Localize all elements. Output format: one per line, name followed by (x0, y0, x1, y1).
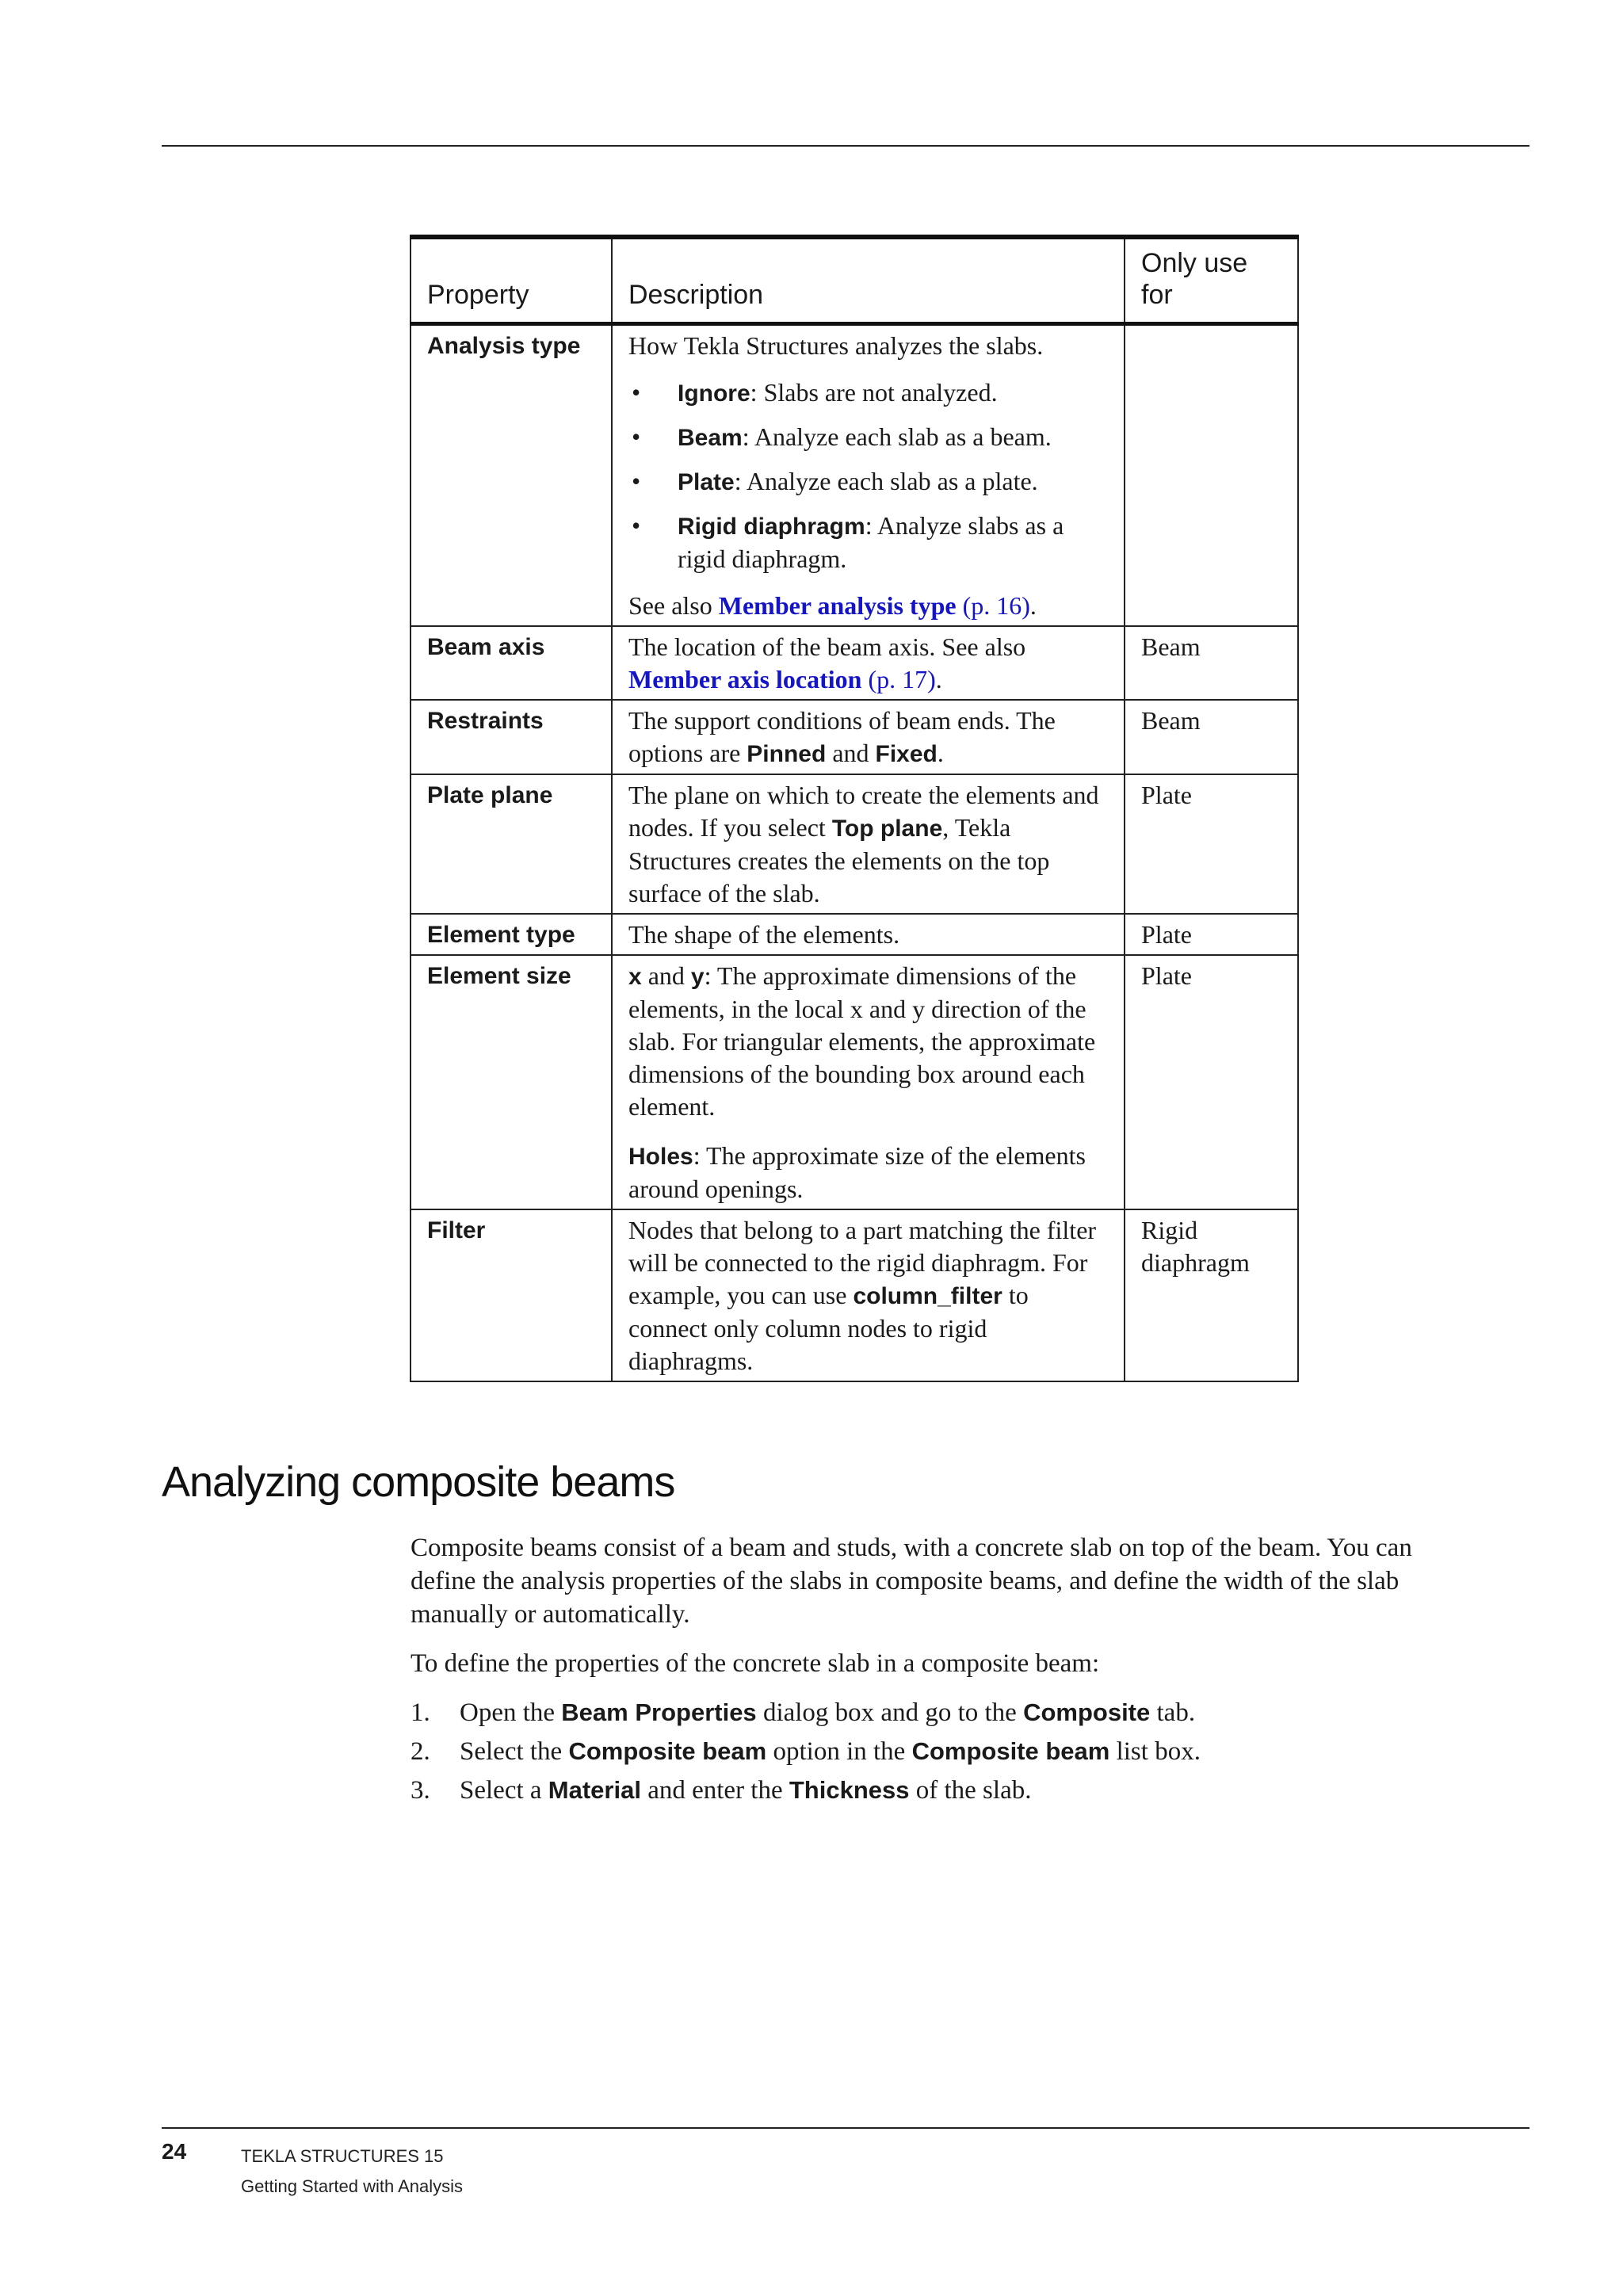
step-text: list box. (1109, 1737, 1201, 1766)
header-only-use-for: Only use for (1125, 237, 1298, 324)
only-use-for-cell (1125, 324, 1298, 627)
filter-text-2: to connect only column nodes to rigid diaphragms. (628, 1281, 1029, 1375)
option-holes: Holes (628, 1144, 693, 1170)
description-cell (612, 1209, 1125, 1381)
option-text: : Analyze slabs as a rigid diaphragm. (678, 511, 1064, 573)
option-column-filter: column_filter (853, 1283, 1002, 1309)
ui-term-material: Material (548, 1776, 641, 1804)
member-axis-location-link[interactable]: Member axis location (628, 665, 862, 693)
option-fixed: Fixed (875, 741, 938, 767)
step-number: 3. (411, 1776, 430, 1805)
property-cell: Element type (411, 914, 612, 955)
intro-paragraph: Composite beams consist of a beam and studs, with a concrete slab on top of the beam. You can define the analysis properties of the slabs in composite beams, and define the width of the slab manually or automatically. (411, 1534, 1412, 1629)
description-cell (612, 324, 1125, 627)
restraints-text-3: . (937, 739, 944, 767)
element-size-xy (628, 960, 1108, 1123)
property-cell: Beam axis (411, 626, 612, 700)
list-item (628, 376, 1108, 410)
only-use-for-cell: Beam (1125, 700, 1298, 774)
option-x: x (628, 964, 642, 990)
only-use-for-cell: Plate (1125, 914, 1298, 955)
procedure-steps (411, 1696, 1457, 1807)
ui-term-composite-beam-option: Composite beam (568, 1737, 767, 1765)
option-top-plane: Top plane (831, 816, 943, 842)
element-size-holes (628, 1140, 1108, 1205)
sentence-period: . (935, 665, 942, 693)
page-ref-link[interactable]: (p. 16) (956, 591, 1030, 620)
description-cell (612, 774, 1125, 914)
table-row-filter (411, 1209, 1298, 1381)
bullet-icon: • (632, 422, 641, 451)
bullet-icon: • (632, 378, 641, 407)
property-cell: Analysis type (411, 324, 612, 627)
step-number: 2. (411, 1737, 430, 1766)
option-term: Rigid diaphragm (678, 514, 865, 540)
table-row-beam-axis (411, 626, 1298, 700)
procedure-intro: To define the properties of the concrete slab in a composite beam: (411, 1649, 1100, 1678)
description-cell: The shape of the elements. (612, 914, 1125, 955)
page-number: 24 (162, 2139, 187, 2164)
bullet-icon: • (632, 467, 641, 495)
element-size-text-1: and (641, 961, 691, 990)
page-ref-link[interactable]: (p. 17) (861, 665, 936, 693)
footer-rule (162, 2127, 1529, 2129)
step-text: dialog box and go to the (756, 1698, 1024, 1727)
member-analysis-type-link[interactable]: Member analysis type (718, 591, 957, 620)
list-item (628, 510, 1108, 575)
footer-title (241, 2141, 463, 2202)
option-y: y (690, 964, 705, 990)
see-also-text: See also (628, 591, 719, 620)
only-use-for-cell: Rigid diaphragm (1125, 1209, 1298, 1381)
header-property: Property (411, 237, 612, 324)
option-text: : Slabs are not analyzed. (750, 378, 998, 407)
sentence-period: . (1029, 591, 1037, 620)
table-row-element-type (411, 914, 1298, 955)
step-text: Select the (460, 1737, 569, 1766)
slab-properties-table (410, 235, 1299, 1382)
table-row-analysis-type (411, 324, 1298, 627)
ui-term-composite-tab: Composite (1023, 1698, 1151, 1726)
ui-term-composite-beam-list: Composite beam (911, 1737, 1110, 1765)
restraints-text-2: and (826, 739, 876, 767)
option-term: Plate (678, 469, 735, 495)
analysis-type-options (628, 376, 1108, 575)
property-cell: Restraints (411, 700, 612, 774)
restraints-text-1: The support conditions of beam ends. The options are (628, 706, 1056, 767)
element-size-text-3: : The approximate size of the elements around openings. (628, 1141, 1086, 1203)
list-item (411, 1774, 1457, 1807)
property-cell: Element size (411, 955, 612, 1209)
list-item (411, 1735, 1457, 1768)
ui-term-beam-properties: Beam Properties (561, 1698, 757, 1726)
table-row-element-size (411, 955, 1298, 1209)
bullet-icon: • (632, 511, 641, 540)
filter-text-1: Nodes that belong to a part matching the filter will be connected to the rigid diaphragm. For example, you can use (628, 1216, 1097, 1309)
property-cell: Filter (411, 1209, 612, 1381)
ui-term-thickness: Thickness (789, 1776, 910, 1804)
plate-plane-text-2: , Tekla Structures creates the elements on the top surface of the slab. (628, 813, 1050, 907)
table-row-restraints (411, 700, 1298, 774)
step-text: tab. (1150, 1698, 1196, 1727)
option-text: : Analyze each slab as a plate. (734, 467, 1038, 495)
step-number: 1. (411, 1698, 430, 1727)
step-text: of the slab. (909, 1776, 1032, 1805)
only-use-for-cell: Plate (1125, 955, 1298, 1209)
table-row-plate-plane (411, 774, 1298, 914)
section-body (411, 1531, 1457, 1813)
option-text: : Analyze each slab as a beam. (742, 422, 1052, 451)
beam-axis-text: The location of the beam axis. See also (628, 632, 1026, 661)
step-text: Open the (460, 1698, 562, 1727)
element-size-text-2: : The approximate dimensions of the elements, in the local x and y direction of the slab. For triangular elements, the approximate dimensions of the bounding box around each element. (628, 961, 1096, 1121)
step-text: Select a (460, 1776, 548, 1805)
header-description: Description (612, 237, 1125, 324)
property-cell: Plate plane (411, 774, 612, 914)
step-text: and enter the (640, 1776, 789, 1805)
step-text: option in the (766, 1737, 912, 1766)
list-item (411, 1696, 1457, 1729)
list-item (628, 465, 1108, 499)
analysis-type-intro: How Tekla Structures analyzes the slabs. (628, 331, 1044, 360)
table-header-row (411, 237, 1298, 324)
option-pinned: Pinned (747, 741, 827, 767)
description-cell (612, 626, 1125, 700)
section-heading: Analyzing composite beams (162, 1458, 675, 1506)
plate-plane-text-1: The plane on which to create the elements and nodes. If you select (628, 781, 1099, 842)
header-rule (162, 145, 1529, 147)
description-cell (612, 955, 1125, 1209)
product-name: TEKLA STRUCTURES 15 (241, 2146, 444, 2166)
guide-name: Getting Started with Analysis (241, 2176, 464, 2196)
list-item (628, 421, 1108, 454)
option-term: Beam (678, 425, 743, 451)
only-use-for-cell: Beam (1125, 626, 1298, 700)
option-term: Ignore (678, 380, 750, 407)
description-cell (612, 700, 1125, 774)
only-use-for-cell: Plate (1125, 774, 1298, 914)
